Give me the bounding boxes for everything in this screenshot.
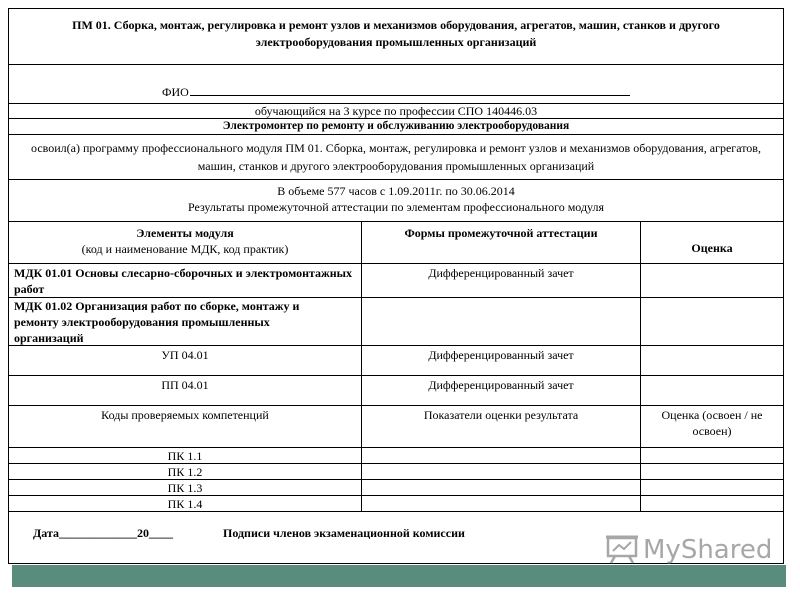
element-cell — [9, 298, 362, 345]
competence-grade-cell[interactable] — [641, 480, 783, 495]
table-row — [9, 480, 783, 496]
code-cell — [9, 496, 362, 511]
element-cell — [9, 264, 362, 297]
form-cell — [362, 376, 641, 405]
element-name: ПП 04.01 — [161, 378, 209, 392]
module-title-row — [9, 9, 783, 65]
module-title: ПМ 01. Сборка, монтаж, регулировка и ремонт узлов и механизмов оборудования, агрегатов, машин, станков и другого электрооборудования промышленных организаций — [72, 18, 720, 49]
element-cell — [9, 346, 362, 375]
document-form — [8, 8, 784, 564]
student-line: обучающийся на 3 курсе по профессии СПО 140446.03 — [254, 104, 538, 118]
table-row — [9, 448, 783, 464]
competence-grade-header-cell — [641, 406, 783, 447]
indicator-cell[interactable] — [362, 496, 641, 511]
table1-header — [9, 222, 783, 264]
grade-cell[interactable] — [641, 346, 783, 375]
profession: Электромонтер по ремонту и обслуживанию электрооборудования — [222, 120, 570, 132]
grade-header-cell — [641, 222, 783, 263]
profession-row — [9, 119, 783, 135]
competence-code: ПК 1.1 — [167, 449, 203, 463]
element-name: МДК 01.02 Организация работ по сборке, монтажу и ремонту электрооборудования промышленных организаций — [14, 299, 300, 345]
table-row — [9, 264, 783, 298]
form-cell — [362, 264, 641, 297]
competence-grade-cell[interactable] — [641, 464, 783, 479]
elements-header-sub: (код и наименование МДК, код практик) — [81, 242, 289, 256]
presentation-board-icon — [605, 532, 639, 569]
table-row — [9, 376, 783, 406]
indicator-cell[interactable] — [362, 464, 641, 479]
grade-cell[interactable] — [641, 264, 783, 297]
grade-cell[interactable] — [641, 376, 783, 405]
elements-header-cell — [9, 222, 362, 263]
form-value: Дифференцированный зачет — [428, 348, 574, 362]
competence-code: ПК 1.3 — [167, 481, 203, 495]
mastered-row — [9, 135, 783, 180]
codes-header: Коды проверяемых компетенций — [101, 408, 269, 422]
code-cell — [9, 464, 362, 479]
mastered-text: освоил(а) программу профессионального модуля ПМ 01. Сборка, монтаж, регулировка и ремонт узлов и механизмов оборудования, агрегатов, машин, станков и другого электрооборудования промышленных организаций — [31, 141, 761, 173]
competence-grade-header: Оценка (освоен / не освоен) — [661, 408, 763, 438]
indicators-header: Показатели оценки результата — [423, 408, 579, 422]
code-cell — [9, 480, 362, 495]
form-value: Дифференцированный зачет — [428, 378, 574, 392]
code-cell — [9, 448, 362, 463]
results-line: Результаты промежуточной аттестации по элементам профессионального модуля — [187, 200, 605, 214]
date-field[interactable]: Дата_____________20____ — [33, 526, 173, 540]
competence-grade-cell[interactable] — [641, 448, 783, 463]
indicators-header-cell — [362, 406, 641, 447]
codes-header-cell — [9, 406, 362, 447]
fio-row — [9, 65, 783, 104]
table-row — [9, 298, 783, 346]
volume-line: В объеме 577 часов с 1.09.2011г. по 30.06.2014 — [277, 184, 515, 198]
indicator-cell[interactable] — [362, 480, 641, 495]
grade-header: Оценка — [691, 241, 733, 255]
competence-code: ПК 1.2 — [167, 465, 203, 479]
table-row — [9, 464, 783, 480]
signatures-label: Подписи членов экзаменационной комиссии — [223, 526, 465, 540]
form-cell — [362, 346, 641, 375]
form-cell — [362, 298, 641, 345]
student-row — [9, 104, 783, 119]
slide-bottom-band — [12, 565, 786, 587]
fio-input-line[interactable] — [190, 83, 630, 96]
watermark-text: MyShared — [643, 535, 773, 565]
table-row — [9, 496, 783, 512]
elements-header-title: Элементы модуля — [136, 226, 234, 240]
fio-label: ФИО — [162, 85, 189, 99]
indicator-cell[interactable] — [362, 448, 641, 463]
table-row — [9, 346, 783, 376]
table2-header — [9, 406, 783, 448]
element-name: УП 04.01 — [161, 348, 209, 362]
competence-grade-cell[interactable] — [641, 496, 783, 511]
element-cell — [9, 376, 362, 405]
competence-code: ПК 1.4 — [167, 497, 203, 511]
grade-cell[interactable] — [641, 298, 783, 345]
forms-header: Формы промежуточной аттестации — [404, 226, 598, 240]
watermark-logo — [605, 532, 773, 568]
volume-row — [9, 180, 783, 222]
element-name: МДК 01.01 Основы слесарно-сборочных и электромонтажных работ — [14, 266, 353, 296]
forms-header-cell — [362, 222, 641, 263]
form-value: Дифференцированный зачет — [428, 266, 574, 280]
